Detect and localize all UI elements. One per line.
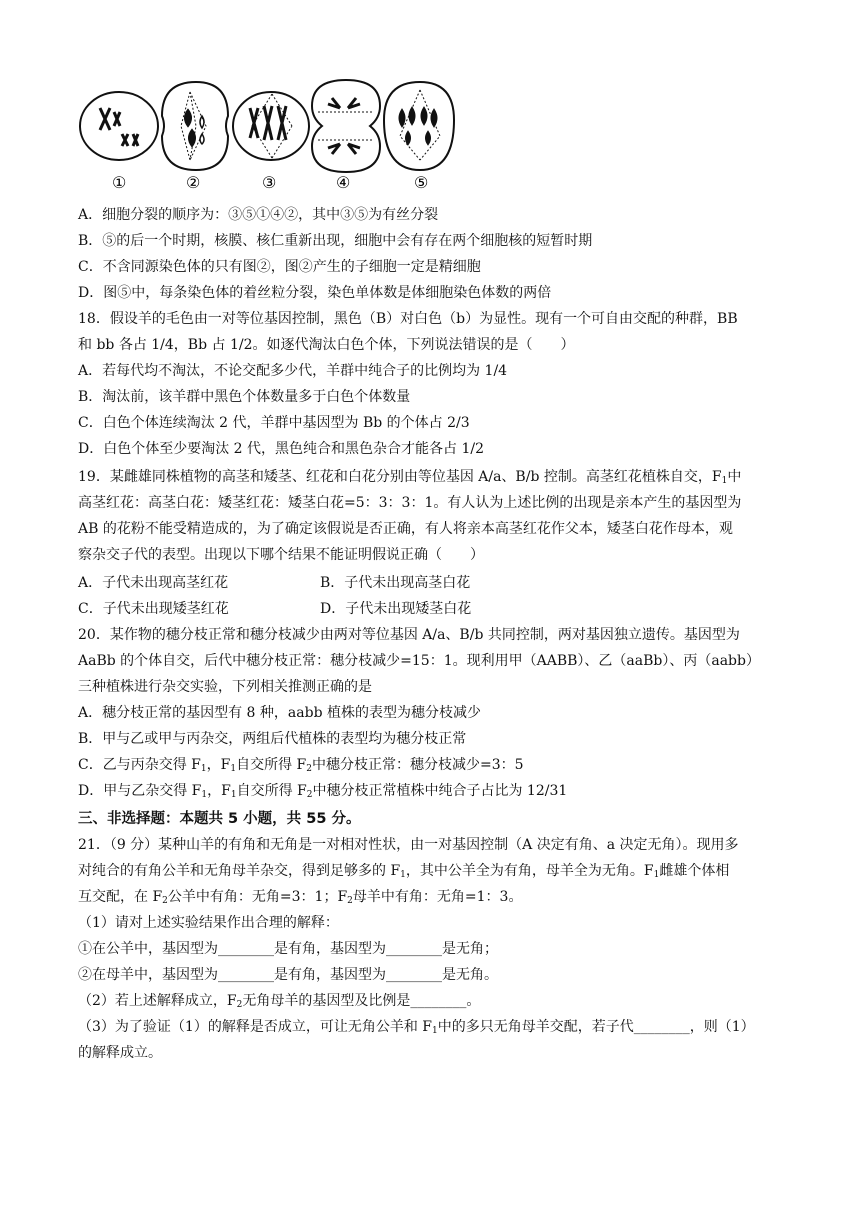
text: ，F	[207, 783, 231, 799]
q19-option-c: C．子代未出现矮茎红花	[78, 601, 229, 617]
text: 无角母羊的基因型及比例是________。	[242, 993, 481, 1009]
text: （2）若上述解释成立，F	[78, 993, 237, 1009]
q19-option-a: A．子代未出现高茎红花	[78, 575, 229, 591]
q19-stem-line4: 察杂交子代的表型。出现以下哪个结果不能证明假说正确（ ）	[78, 547, 484, 563]
q20-stem-line3: 三种植株进行杂交实验，下列相关推测正确的是	[78, 679, 372, 695]
q17-option-c: C．不含同源染色体的只有图②，图②产生的子细胞一定是精细胞	[78, 259, 481, 275]
text: 中穗分枝正常：穗分枝减少=3：5	[311, 757, 524, 773]
q19-options-row1	[78, 574, 778, 592]
q18-option-d: D．白色个体至少要淘汰 2 代，黑色纯合和黑色杂合才能各占 1/2	[78, 441, 485, 457]
text: C．乙与丙杂交得 F	[78, 757, 201, 773]
figure-label-3: ③	[262, 173, 277, 192]
text: 公羊中有角：无角=3：1；F	[167, 889, 348, 905]
q18-stem-line2: 和 bb 各占 1/4，Bb 占 1/2。如逐代淘汰白色个体，下列说法错误的是（ ）	[78, 337, 575, 353]
text: 中穗分枝正常植株中纯合子占比为 12/31	[312, 783, 568, 799]
q21-part2	[78, 992, 480, 1010]
section-title: 三、非选择题：本题共 5 小题，共 55 分。	[78, 811, 361, 827]
q19-stem-line2: 高茎红花：高茎白花：矮茎红花：矮茎白花=5：3：3：1。有人认为上述比例的出现是亲本产生的基因型为	[78, 495, 742, 511]
q19-stem-text-b: 中	[727, 469, 742, 485]
text: ，其中公羊全为有角，母羊全为无角。F	[405, 863, 654, 879]
q18-option-a: A．若每代均不淘汰，不论交配多少代，羊群中纯合子的比例均为 1/4	[78, 363, 508, 379]
subscript: 1	[400, 870, 406, 880]
figure-label-2: ②	[186, 173, 201, 192]
cell-5-drawing	[384, 82, 454, 170]
q21-stem-line2	[78, 862, 729, 880]
subscript: 2	[162, 896, 168, 906]
q17-option-b: B．⑤的后一个时期，核膜、核仁重新出现，细胞中会有存在两个细胞核的短暂时期	[78, 233, 593, 249]
cell-3-drawing	[233, 92, 309, 160]
q19-option-b: B．子代未出现高茎白花	[320, 575, 471, 591]
cell-4-drawing	[312, 80, 380, 172]
figure-label-5: ⑤	[414, 173, 429, 192]
q19-options-row2	[78, 600, 778, 618]
text: 自交所得 F	[236, 757, 307, 773]
q19-stem-line3: AB 的花粉不能受精造成的，为了确定该假说是否正确，有人将亲本高茎红花作父本，矮茎白花作母本，观	[78, 521, 733, 537]
cell-division-figure	[78, 76, 458, 194]
subscript: 1	[230, 790, 237, 800]
subscript: 1	[431, 1026, 438, 1036]
q21-part3	[78, 1018, 755, 1036]
q18-stem-line1: 18．假设羊的毛色由一对等位基因控制，黑色（B）对白色（b）为显性。现有一个可自由交配的种群，BB	[78, 311, 738, 327]
subscript: 2	[306, 764, 312, 774]
q17-option-a: A．细胞分裂的顺序为：③⑤①④②，其中③⑤为有丝分裂	[78, 207, 439, 223]
q20-option-d	[78, 782, 567, 800]
text: 中的多只无角母羊交配，若子代________，则（1）	[437, 1019, 755, 1035]
q20-stem-line2: AaBb 的个体自交，后代中穗分枝正常：穗分枝减少=15：1。现利用甲（AABB）、乙（aaBb）、丙（aabb）	[78, 653, 760, 669]
subscript: 1	[200, 764, 207, 774]
q21-part1-a: ①在公羊中，基因型为________是有角，基因型为________是无角；	[78, 941, 498, 957]
subscript: 2	[347, 896, 353, 906]
text: 对纯合的有角公羊和无角母羊杂交，得到足够多的 F	[78, 863, 401, 879]
q18-option-c: C．白色个体连续淘汰 2 代，羊群中基因型为 Bb 的个体占 2/3	[78, 415, 470, 431]
figure-label-1: ①	[112, 173, 127, 192]
figure-label-4: ④	[336, 173, 351, 192]
subscript: 1	[230, 764, 237, 774]
subscript: 2	[236, 1000, 243, 1010]
subscript: 1	[201, 790, 208, 800]
q17-option-d: D．图⑤中，每条染色体的着丝粒分裂，染色单体数是体细胞染色体数的两倍	[78, 285, 552, 301]
q20-option-c	[78, 756, 524, 774]
q21-part3-cont: 的解释成立。	[78, 1045, 162, 1061]
subscript: 2	[306, 790, 313, 800]
cell-2-drawing	[162, 82, 228, 170]
q19-option-d: D．子代未出现矮茎白花	[320, 601, 472, 617]
text: （3）为了验证（1）的解释是否成立，可让无角公羊和 F	[78, 1019, 432, 1035]
q21-part1-b: ②在母羊中，基因型为________是有角，基因型为________是无角。	[78, 967, 498, 983]
text: 互交配，在 F	[78, 889, 163, 905]
q21-part1: （1）请对上述实验结果作出合理的解释：	[78, 915, 339, 931]
text: ，F	[206, 757, 231, 773]
q20-option-b: B．甲与乙或甲与丙杂交，两组后代植株的表型均为穗分枝正常	[78, 731, 467, 747]
subscript: 1	[721, 476, 728, 486]
q20-option-a: A．穗分枝正常的基因型有 8 种，aabb 植株的表型为穗分枝减少	[78, 705, 481, 721]
q19-stem-line1	[78, 468, 741, 486]
text: D．甲与乙杂交得 F	[78, 783, 202, 799]
q21-stem-line1: 21．（9 分）某种山羊的有角和无角是一对相对性状，由一对基因控制（A 决定有角、a 决定无角）。现用多	[78, 837, 739, 853]
q21-stem-line3	[78, 888, 522, 906]
text: 自交所得 F	[236, 783, 307, 799]
cell-1-drawing	[80, 92, 158, 160]
q18-option-b: B．淘汰前，该羊群中黑色个体数量多于白色个体数量	[78, 389, 411, 405]
q20-stem-line1: 20．某作物的穗分枝正常和穗分枝减少由两对等位基因 A/a、B/b 共同控制，两对基因独立遗传。基因型为	[78, 627, 740, 643]
q19-stem-text-a: 19．某雌雄同株植物的高茎和矮茎、红花和白花分别由等位基因 A/a、B/b 控制。高茎红花植株自交，F	[78, 469, 722, 485]
text: 母羊中有角：无角=1：3。	[352, 889, 523, 905]
subscript: 1	[653, 870, 660, 880]
text: 雌雄个体相	[659, 863, 730, 879]
